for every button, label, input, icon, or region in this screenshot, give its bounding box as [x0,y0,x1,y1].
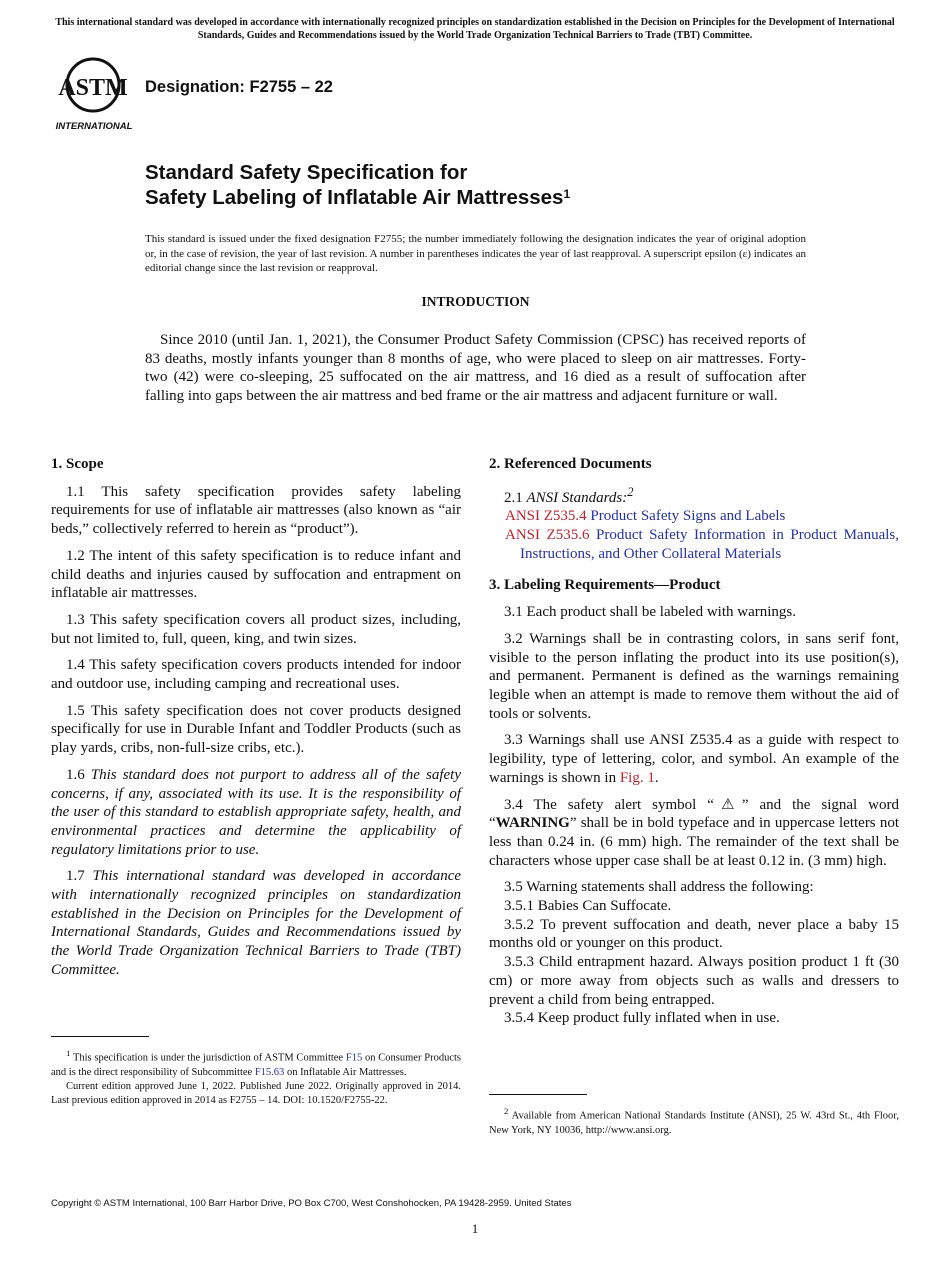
labeling-3-5-4: 3.5.4 Keep product fully inflated when in use. [504,1010,780,1027]
labeling-heading: 3. Labeling Requirements—Product [489,576,721,593]
link-f15-63[interactable]: F15.63 [254,1066,285,1078]
intro-paragraph: Since 2010 (until Jan. 1, 2021), the Consumer Product Safety Commission (CPSC) has received reports of 83 deaths, mostly infants younger than 8 months of age, who were placed to sleep on air mattresses. Forty-two (42) were co-sleeping, 25 suffocated on the air mattress, and 16 died as a result of suffocation after falling into gaps between the air mattress and bed frame or the air mattress and adjacent furniture or wall. [145,332,806,405]
scope-1-1: 1.1 This safety specification provides safety labeling requirements for use of inflatable air mattresses (also known as “air beds,” collectively referred to herein as “product”). [51,483,461,538]
scope-1-4: 1.4 This safety specification covers products intended for indoor and outdoor use, including camping and recreational uses. [51,657,461,693]
scope-1-5: 1.5 This safety specification does not cover products designed specifically for use in Durable Infant and Toddler Products (such as play yards, cribs, non-full-size cribs, etc.). [51,702,461,757]
scope-1-3: 1.3 This safety specification covers all product sizes, including, but not limited to, full, queen, king, and twin sizes. [51,611,461,647]
link-fig-1[interactable]: Fig. 1 [619,769,655,786]
footnote-2-divider [489,1094,587,1095]
document-title [145,160,845,210]
title-line-1: Standard Safety Specification for [145,161,468,184]
copyright-line: Copyright © ASTM International, 100 Barr Harbor Drive, PO Box C700, West Conshohocken, PA 19428-2959. United States [51,1198,572,1209]
link-f15[interactable]: F15 [345,1052,363,1064]
footnote-1: $^1$ This specification is under the jurisdiction of ASTM Committee F15 on Consumer Products and is the direct responsibility of Subcommittee F15.63 on Inflatable Air Mattresses. Current edition approved June 1, 2022. Published June 2022. Originally approved in 2014. Last previous edition approved in 2014 as F2755 – 14. DOI: 10.1520/F2755-22. [51,1048,461,1106]
footnote-divider [51,1036,149,1037]
intro-heading: INTRODUCTION [421,294,530,309]
logo-mark: ASTM [58,75,128,101]
footnote-2: $^2$ Available from American National Standards Institute (ANSI), 25 W. 43rd St., 4th Floor, New York, NY 10036, http://www.ansi.org. [489,1106,899,1136]
labeling-3-5-1: 3.5.1 Babies Can Suffocate. [504,898,672,915]
labeling-3-5: 3.5 Warning statements shall address the following: [504,879,814,896]
standards-notice: This international standard was developed in accordance with internationally recognized principles on standardization established in the Decision on Principles for the Development of International Standards, Guides and Recommendations issued by the World Trade Organization Technical Barriers to Trade (TBT) Committee. [55,17,895,41]
scope-heading: 1. Scope [51,456,104,472]
issued-note: This standard is issued under the fixed designation F2755; the number immediately following the designation indicates the year of original adoption or, in the case of revision, the year of last revision. A number in parentheses indicates the year of last reapproval. A superscript epsilon (ε) indicates an editorial change since the last revision or reapproval. [145,233,806,274]
left-column [51,455,461,988]
right-column [489,455,899,1028]
footnote-1-edition: Current edition approved June 1, 2022. Published June 2022. Originally approved in 2014. Last previous edition approved in 2014 as F2755 – 14. DOI: 10.1520/F2755-22. [51,1080,461,1106]
reference-ansi-z535-6[interactable]: ANSI Z535.6 Product Safety Information in Product Manuals, Instructions, and Other Collateral Materials [505,527,899,562]
labeling-3-2: 3.2 Warnings shall be in contrasting colors, in sans serif font, visible to the person inflating the product into its use position(s), and permanent. Permanent is defined as the warnings remaining legible when an attempt is made to remove them without the aid of tools or solvents. [489,630,899,722]
astm-logo [52,55,136,133]
page-number: 1 [471,1221,479,1236]
scope-1-7: 1.7 This international standard was developed in accordance with internationally recognized principles on standardization established in the Decision on Principles for the Development of International Standards, Guides and Recommendations issued by the World Trade Organization Technical Barriers to Trade (TBT) Committee. [51,868,462,978]
title-footnote-ref[interactable]: 1 [563,187,571,201]
ansi-standards-label: 2.1 ANSI Standards:$^2$ [504,484,634,506]
title-line-2: Safety Labeling of Inflatable Air Mattresses$^1$ [145,186,571,209]
referenced-documents-heading: 2. Referenced Documents [489,456,652,472]
labeling-3-5-2: 3.5.2 To prevent suffocation and death, never place a baby 15 months old or younger on this product. [489,916,899,952]
labeling-3-1: 3.1 Each product shall be labeled with warnings. [504,604,797,621]
logo-subtitle: INTERNATIONAL [55,121,133,132]
scope-1-6: 1.6 This standard does not purport to address all of the safety concerns, if any, associated with its use. It is the responsibility of the user of this standard to establish appropriate safety, health, and environmental practices and determine the applicability of regulatory limitations prior to use. [51,766,461,858]
labeling-3-5-3: 3.5.3 Child entrapment hazard. Always position product 1 ft (30 cm) or more away from objects such as walls and dressers to prevent a child from being entrapped. [489,954,899,1008]
labeling-3-4: 3.4 The safety alert symbol “⚠” and the signal word “WARNING” shall be in bold typeface and in uppercase letters not less than 0.24 in. (6 mm) high. The remainder of the text shall be characters whose upper case shall be at least 0.12 in. (3 mm) high. [489,796,899,869]
scope-1-2: 1.2 The intent of this safety specification is to reduce infant and child deaths and injuries caused by suffocation and entrapment on inflatable air mattresses. [51,547,461,602]
labeling-3-3: 3.3 Warnings shall use ANSI Z535.4 as a guide with respect to legibility, type of lettering, color, and symbol. An example of the warnings is shown in Fig. 1. [489,732,899,786]
reference-ansi-z535-4[interactable]: ANSI Z535.4 Product Safety Signs and Labels [505,508,786,525]
designation: Designation: F2755 – 22 [145,78,333,96]
